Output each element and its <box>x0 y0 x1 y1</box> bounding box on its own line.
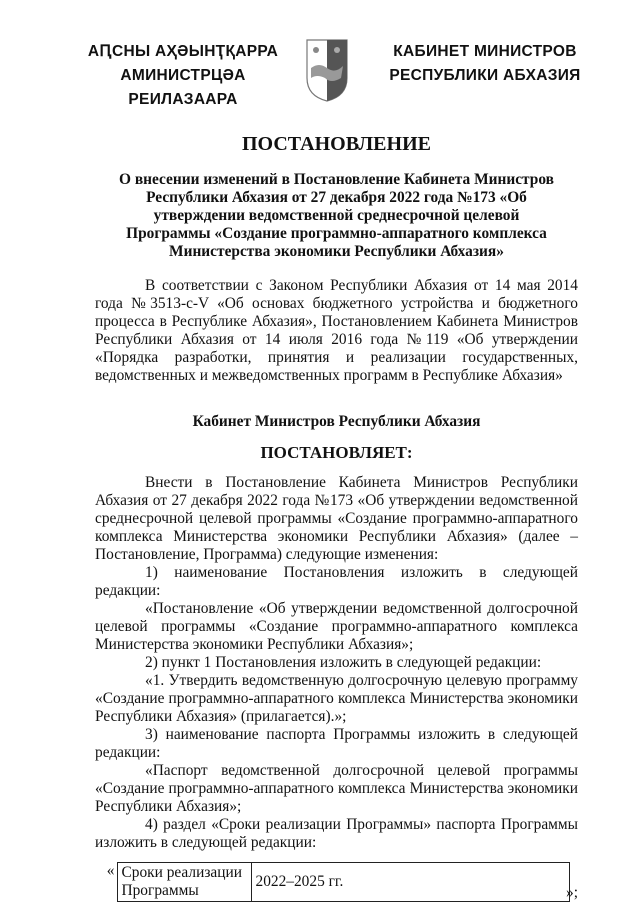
table-cell-value: 2022–2025 гг. <box>251 863 570 902</box>
authority: Кабинет Министров Республики Абхазия <box>192 413 481 430</box>
document-subtitle: О внесении изменений в Постановление Кабинета Министров Республики Абхазия от 27 декабря 2022 года №173 «Об утверждении ведомственной среднесрочной целевой Программы «Создание программно-аппаратного комплекса Министерства экономики Республики Абхазия» <box>119 171 554 260</box>
header-abkhaz <box>68 40 298 112</box>
preamble: В соответствии с Законом Республики Абхазия от 14 мая 2014 года №3513-с-V «Об основах бюджетного устройства и бюджетного процесса в Республике Абхазия», Постановлением Кабинета Министров Республики Абхазия от 14 июля 2016 года №119 «Об утверждении «Порядка разработки, принятия и реализации государственных, ведомственных и межведомственных программ в Республике Абхазия» <box>95 277 578 384</box>
header-russian <box>385 40 585 88</box>
header-left-line: АԤСНЫ АҲӘЫНҬҚАРРА <box>87 43 279 60</box>
paragraph: 4) раздел «Сроки реализации Программы» паспорта Программы изложить в следующей редакции: <box>95 816 578 851</box>
amendment-table-row <box>95 862 578 902</box>
paragraph: 1) наименование Постановления изложить в следующей редакции: <box>95 564 578 599</box>
amendment-table <box>117 862 571 902</box>
close-quote: »; <box>566 884 578 901</box>
document-body <box>95 131 578 902</box>
paragraph: Внести в Постановление Кабинета Министров Республики Абхазия от 27 декабря 2022 года №173 «Об утверждении ведомственной среднесрочной целевой программы «Создание программно-аппаратного комплекса Министерства экономики Республики Абхазия» (далее – Постановление, Программа) следующие изменения: <box>95 474 578 563</box>
document-title: ПОСТАНОВЛЕНИЕ <box>242 133 431 155</box>
header-right-line: КАБИНЕТ МИНИСТРОВ <box>393 43 577 60</box>
paragraph: 3) наименование паспорта Программы изложить в следующей редакции: <box>95 726 578 761</box>
table-cell-label: Сроки реализации Программы <box>117 863 251 902</box>
open-quote: « <box>106 862 115 879</box>
coat-of-arms-emblem <box>305 38 349 102</box>
paragraph: «1. Утвердить ведомственную долгосрочную целевую программу «Создание программно-аппаратного комплекса Министерства экономики Республики Абхазия» (прилагается).»; <box>95 672 578 725</box>
header-right-line: РЕСПУБЛИКИ АБХАЗИЯ <box>389 67 581 84</box>
paragraph: «Постановление «Об утверждении ведомственной долгосрочной целевой программы «Создание программно-аппаратного комплекса Министерства экономики Республики Абхазия»; <box>95 600 578 653</box>
paragraph: «Паспорт ведомственной долгосрочной целевой программы «Создание программно-аппаратного комплекса Министерства экономики Республики Абхазия»; <box>95 762 578 815</box>
decree-heading: ПОСТАНОВЛЯЕТ: <box>260 443 413 462</box>
paragraph: 2) пункт 1 Постановления изложить в следующей редакции: <box>145 654 542 671</box>
header-left-line: АМИНИСТРЦӘА РЕИЛАЗААРА <box>120 67 246 108</box>
table-row <box>117 863 570 902</box>
